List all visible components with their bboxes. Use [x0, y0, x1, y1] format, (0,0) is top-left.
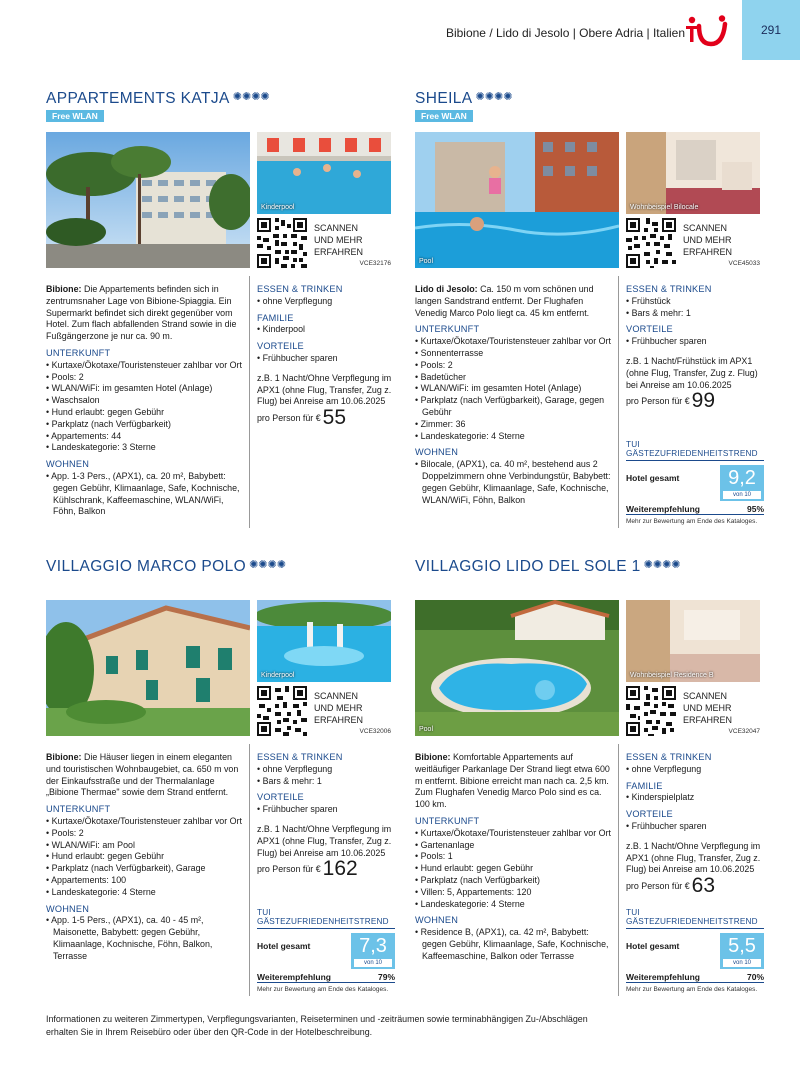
wlan-badge: Free WLAN	[415, 110, 473, 122]
hotel-card	[415, 558, 765, 998]
qr-caption: SCANNEN UND MEHR ERFAHREN	[683, 223, 733, 257]
photo-label: Wohnbeispiel Residence B	[630, 672, 714, 679]
section-heading: WOHNEN	[46, 903, 90, 914]
offer-code: VCE32176	[359, 260, 391, 267]
photo-label: Kinderpool	[261, 672, 295, 679]
side-photo	[257, 600, 391, 682]
hotel-offer: ESSEN & TRINKEN • ohne Verpflegung FAMILIE • Kinderpool VORTEILE • Frühbucher sparen z.B. 1 Nacht/Ohne Verpflegung im APX1 (ohne Flug, Transfer, Zug z. Flug) bei Anreise am 10.06.2025 pro Person für €55	[257, 284, 397, 425]
hotel-card	[415, 90, 765, 530]
price: pro Person für €99	[626, 389, 715, 413]
photo-label: Kinderpool	[261, 204, 295, 211]
stars-icon: ✺✺✺✺	[232, 91, 270, 103]
hotel-description: Bibione: Die Häuser liegen in einem eleganten und touristischen Wohnbaugebiet, ca. 650 m von der Einkaufsstraße und der Thermalanlage „Bibione Thermae" sowie dem Strand entfernt. UNTERKUNFT • Kurtaxe/Ökotaxe/Touristensteuer zahlbar vor Ort • Pools: 2 • WLAN/WiFi: am Pool • Hund erlaubt: gegen Gebühr • Parkplatz (nach Verfügbarkeit), Garage • Appartements: 100 • Landeskategorie: 4 Sterne WOHNEN • App. 1-5 Pers., (APX1), ca. 40 - 45 m², Maisonette, Babybett: gegen Gebühr, Klimaanlage, Kochnische, Föhn, Balkon, Terrasse	[46, 752, 246, 963]
side-photo	[626, 132, 760, 214]
qr-caption: SCANNEN UND MEHR ERFAHREN	[314, 691, 364, 725]
section-heading: UNTERKUNFT	[46, 347, 111, 358]
qr-caption: SCANNEN UND MEHR ERFAHREN	[314, 223, 364, 257]
section-heading: UNTERKUNFT	[46, 804, 111, 815]
qr-code-icon[interactable]	[257, 686, 307, 736]
qr-caption: SCANNEN UND MEHR ERFAHREN	[683, 691, 733, 725]
rating-score-badge: 9,2 von 10	[720, 465, 764, 501]
stars-icon: ✺✺✺✺	[249, 559, 286, 571]
hotel-title: VILLAGGIO LIDO DEL SOLE 1 ✺✺✺✺	[415, 558, 681, 575]
section-heading: WOHNEN	[46, 459, 90, 470]
footer-note: Informationen zu weiteren Zimmertypen, Verpflegungsvarianten, Reiseterminen und -zeiträumen sowie terminabhängigen Zu-/Abschlägen erhalten Sie in Ihrem Reisebüro oder über den QR-Code in der Hotelbeschreibung.	[46, 1014, 588, 1037]
price: pro Person für €162	[257, 857, 358, 881]
price: pro Person für €55	[257, 406, 346, 430]
hotel-photo	[46, 600, 250, 736]
hotel-title: SHEILA ✺✺✺✺	[415, 90, 513, 107]
stars-icon: ✺✺✺✺	[475, 91, 513, 103]
guest-rating: TUI GÄSTEZUFRIEDENHEITSTREND Hotel gesamt 7,3 von 10 Weiterempfehlung 79% Mehr zur Bewertung am Ende des Kataloges.	[257, 908, 395, 993]
hotel-description: Bibione: Komfortable Appartements auf weitläufiger Parkanlage Der Strand liegt etwa 600 m entfernt. Bibione erreicht man nach ca. 2,5 km. Zum Flughafen Venedig Marco Polo sind es ca. 100 km. UNTERKUNFT • Kurtaxe/Ökotaxe/Touristensteuer zahlbar vor Ort • Gartenanlage • Pools: 1 • Hund erlaubt: gegen Gebühr • Parkplatz (nach Verfügbarkeit) • Villen: 5, Appartements: 120 • Landeskategorie: 4 Sterne WOHNEN • Residence B, (APX1), ca. 42 m², Babybett: gegen Gebühr, Klimaanlage, Safe, Kochnische, Kaffeemaschine, Balkon oder Terrasse	[415, 752, 615, 963]
hotel-description: Bibione: Die Appartements befinden sich in zentrumsnaher Lage von Bibione-Spiaggia. Ein Supermarkt befindet sich direkt gegenüber vom Hotel. Zum flach abfallenden Strand sowie in die Fußgängerzone je nur ca. 90 m. UNTERKUNFT • Kurtaxe/Ökotaxe/Touristensteuer zahlbar vor Ort • Pools: 2 • WLAN/WiFi: im gesamten Hotel (Anlage) • Waschsalon • Hund erlaubt: gegen Gebühr • Parkplatz (nach Verfügbarkeit) • Appartements: 44 • Landeskategorie: 3 Sterne WOHNEN • App. 1-3 Pers., (APX1), ca. 20 m², Babybett: gegen Gebühr, Klimaanlage, Safe, Kochnische, Kühlschrank, Kaffeemaschine, WLAN/WiFi, Föhn, Balkon	[46, 284, 246, 518]
section-heading: UNTERKUNFT	[415, 324, 480, 335]
divider	[249, 744, 250, 996]
hotel-offer: ESSEN & TRINKEN • ohne Verpflegung FAMILIE • Kinderspielplatz VORTEILE • Frühbucher sparen z.B. 1 Nacht/Ohne Verpflegung im APX1 (ohne Flug, Transfer, Zug z. Flug) bei Anreise am 10.06.2025 pro Person für €63	[626, 752, 766, 893]
hotel-offer: ESSEN & TRINKEN • ohne Verpflegung • Bars & mehr: 1 VORTEILE • Frühbucher sparen z.B. 1 Nacht/Ohne Verpflegung im APX1 (ohne Flug, Transfer, Zug z. Flug) bei Anreise am 10.06.2025 pro Person für €162	[257, 752, 397, 876]
photo-label: Pool	[419, 726, 434, 733]
guest-rating: TUI GÄSTEZUFRIEDENHEITSTREND Hotel gesamt 9,2 von 10 Weiterempfehlung 95% Mehr zur Bewertung am Ende des Kataloges.	[626, 440, 764, 525]
hotel-card	[46, 558, 396, 998]
section-heading: WOHNEN	[415, 915, 459, 926]
breadcrumb: Bibione / Lido di Jesolo | Obere Adria | Italien	[445, 26, 685, 40]
hotel-photo	[415, 132, 619, 268]
photo-label: Pool	[419, 258, 434, 265]
qr-code-icon[interactable]	[257, 218, 307, 268]
hotel-photo	[46, 132, 250, 268]
hotel-photo	[415, 600, 619, 736]
divider	[618, 744, 619, 996]
hotel-title: VILLAGGIO MARCO POLO ✺✺✺✺	[46, 558, 286, 575]
offer-code: VCE32006	[359, 728, 391, 735]
stars-icon: ✺✺✺✺	[643, 559, 681, 571]
side-photo	[626, 600, 760, 682]
hotel-card	[46, 90, 396, 530]
divider	[618, 276, 619, 528]
guest-rating: TUI GÄSTEZUFRIEDENHEITSTREND Hotel gesamt 5,5 von 10 Weiterempfehlung 70% Mehr zur Bewertung am Ende des Kataloges.	[626, 908, 764, 993]
page-number: 291	[742, 0, 800, 60]
price: pro Person für €63	[626, 874, 715, 898]
hotel-description: Lido di Jesolo: Ca. 150 m vom schönen und langen Sandstrand entfernt. Der Flughafen Venedig Marco Polo liegt ca. 45 km entfernt. UNTERKUNFT • Kurtaxe/Ökotaxe/Touristensteuer zahlbar vor Ort • Sonnenterrasse • Pools: 2 • Badetücher • WLAN/WiFi: im gesamten Hotel (Anlage) • Parkplatz (nach Verfügbarkeit), Garage, gegen Gebühr • Zimmer: 36 • Landeskategorie: 4 Sterne WOHNEN • Bilocale, (APX1), ca. 40 m², bestehend aus 2 Doppelzimmern ohne Verbindungstür, Babybett: gegen Gebühr, Klimaanlage, Safe, Kochnische, WLAN/WiFi, Föhn, Balkon	[415, 284, 615, 506]
qr-code-icon[interactable]	[626, 218, 676, 268]
divider	[249, 276, 250, 528]
offer-code: VCE32047	[728, 728, 760, 735]
offer-code: VCE45033	[728, 260, 760, 267]
wlan-badge: Free WLAN	[46, 110, 104, 122]
qr-code-icon[interactable]	[626, 686, 676, 736]
section-heading: UNTERKUNFT	[415, 815, 480, 826]
hotel-title: APPARTEMENTS KATJA ✺✺✺✺	[46, 90, 270, 107]
hotel-offer: ESSEN & TRINKEN • Frühstück • Bars & mehr: 1 VORTEILE • Frühbucher sparen z.B. 1 Nacht/Frühstück im APX1 (ohne Flug, Transfer, Zug z. Flug) bei Anreise am 10.06.2025 pro Person für €99	[626, 284, 766, 408]
side-photo	[257, 132, 391, 214]
rating-score-badge: 7,3 von 10	[351, 933, 395, 969]
tui-logo	[683, 14, 729, 48]
rating-score-badge: 5,5 von 10	[720, 933, 764, 969]
section-heading: WOHNEN	[415, 447, 459, 458]
photo-label: Wohnbeispiel Bilocale	[630, 204, 699, 211]
